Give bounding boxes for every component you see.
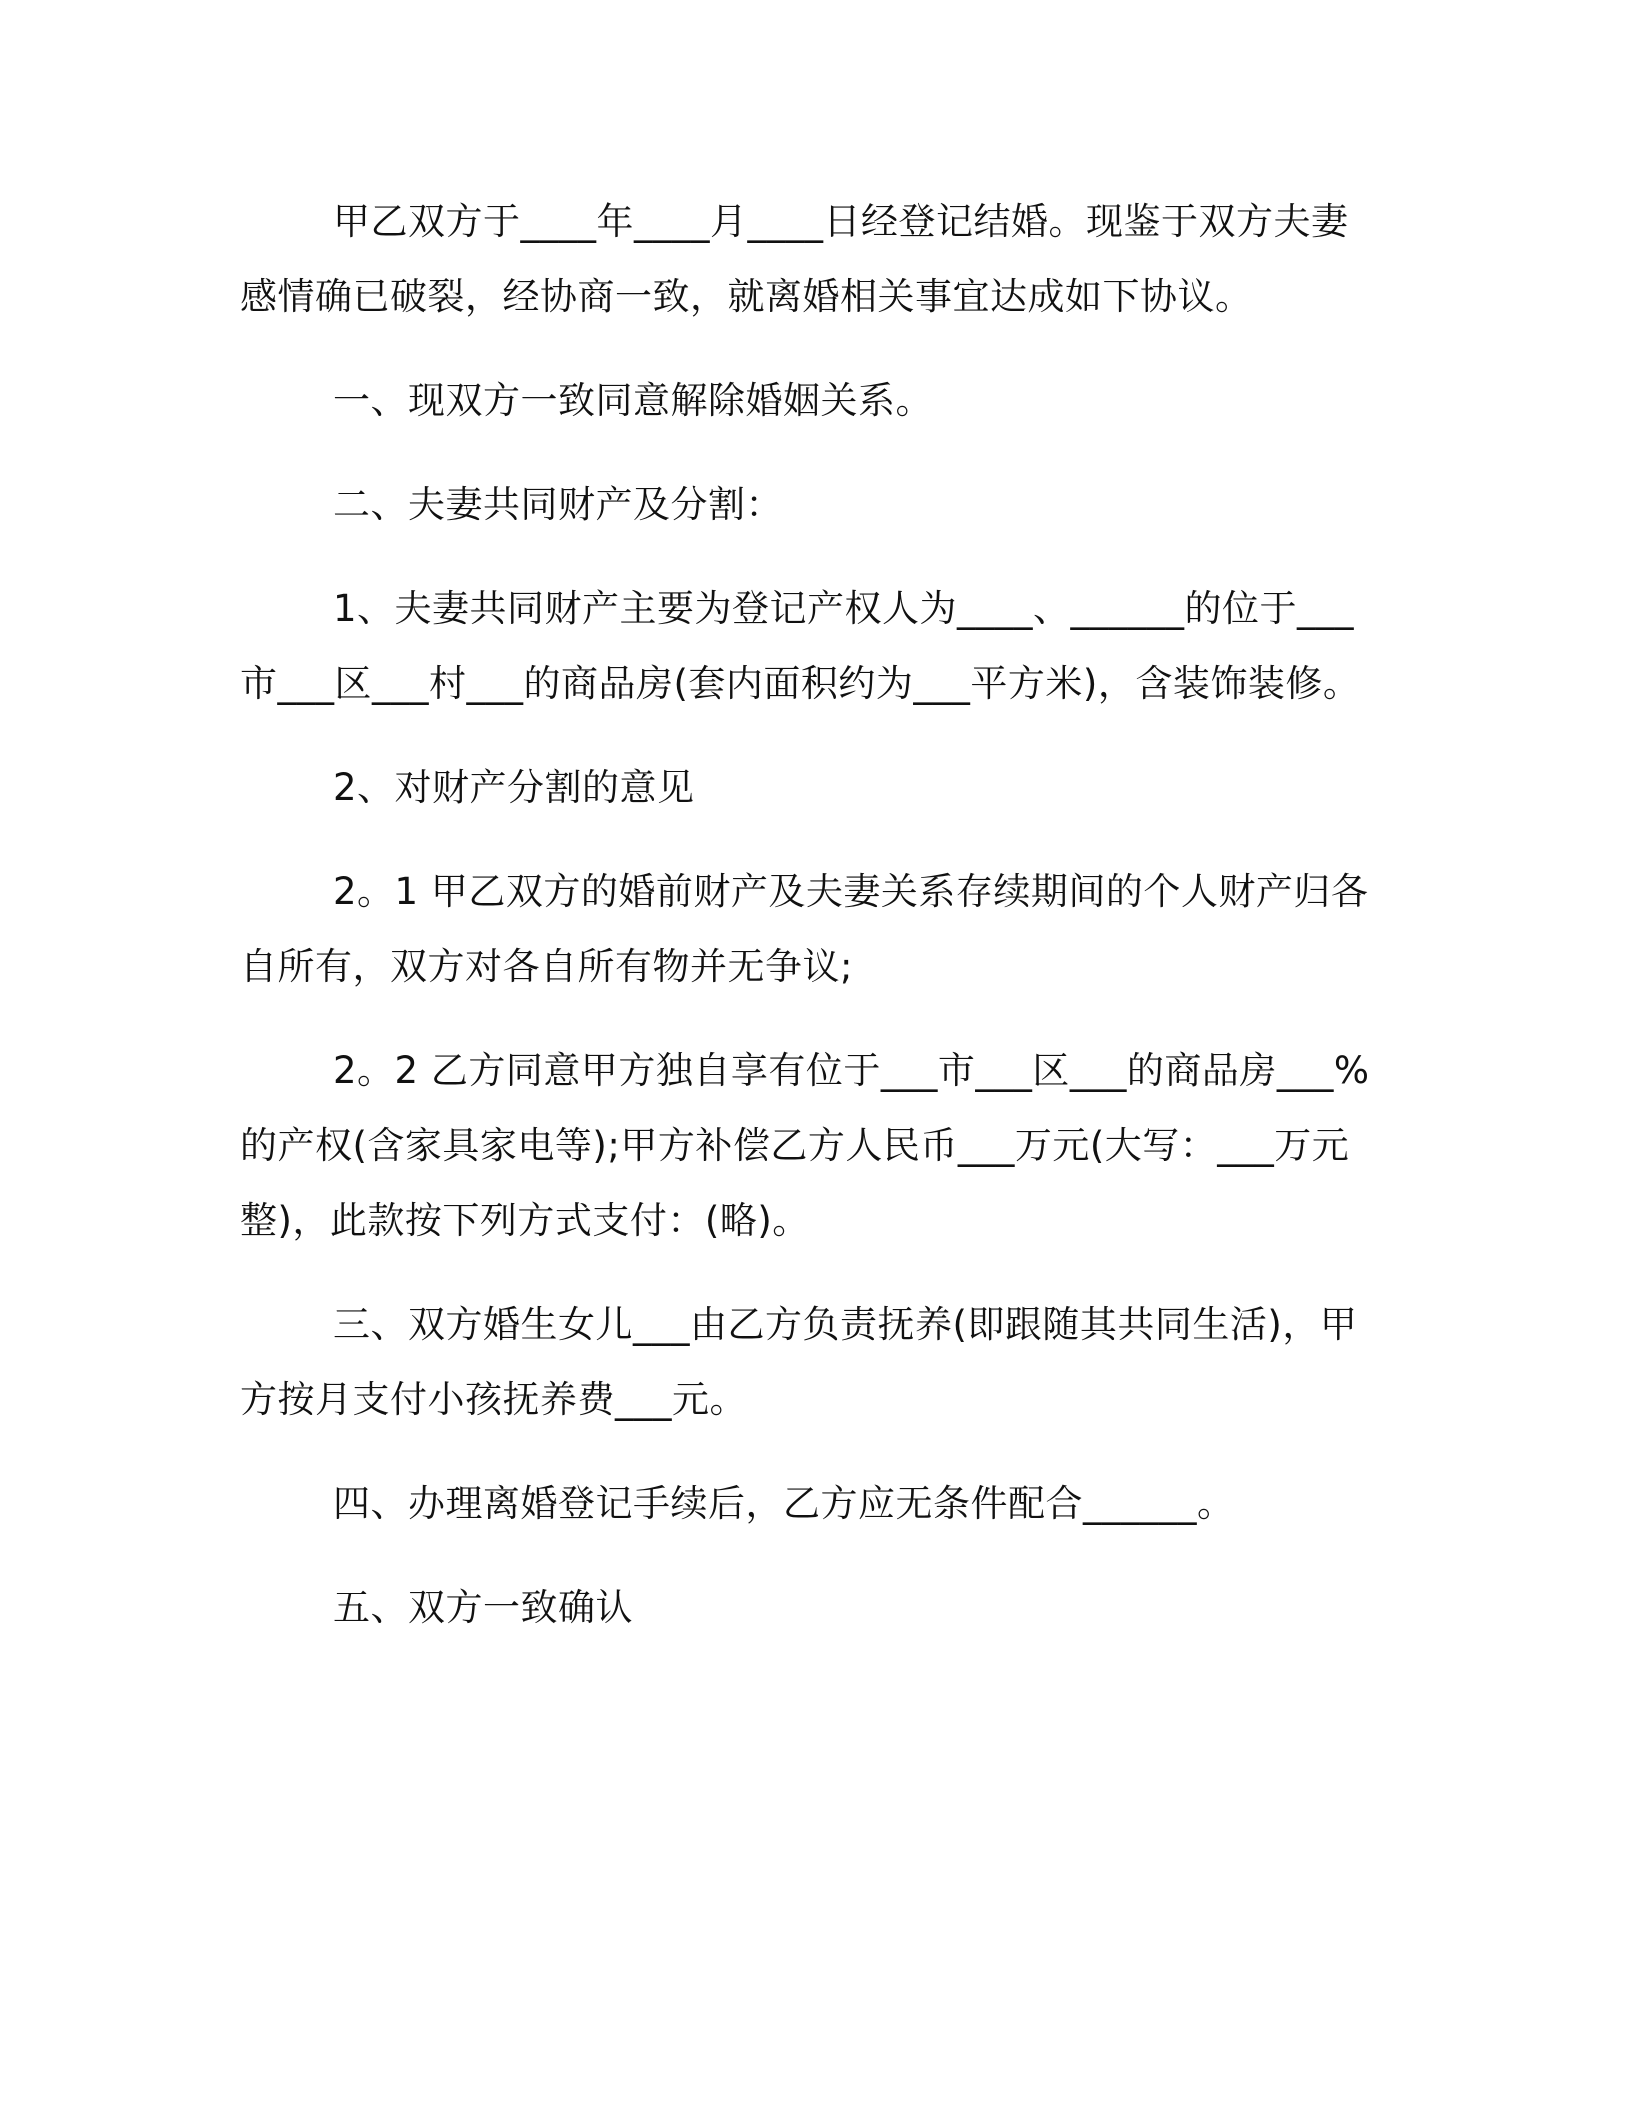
paragraph-line: 2。2 乙方同意甲方独自享有位于___市___区___的商品房___%	[333, 1049, 1370, 1092]
paragraph-premarital-property	[240, 854, 1390, 1004]
paragraph-line: 2、对财产分割的意见	[333, 766, 695, 809]
paragraph-line: 整)，此款按下列方式支付：(略)。	[240, 1199, 810, 1242]
paragraph-line: 感情确已破裂，经协商一致，就离婚相关事宜达成如下协议。	[240, 275, 1253, 318]
paragraph-child-custody	[240, 1287, 1390, 1437]
paragraph-division-opinion	[240, 750, 1390, 825]
paragraph-marriage-intro	[240, 184, 1390, 334]
paragraph-line: 1、夫妻共同财产主要为登记产权人为____、______的位于___	[333, 587, 1355, 630]
paragraph-house-compensation	[240, 1033, 1390, 1258]
paragraph-line: 市___区___村___的商品房(套内面积约为___平方米)，含装饰装修。	[240, 662, 1361, 705]
paragraph-line: 一、现双方一致同意解除婚姻关系。	[333, 379, 933, 422]
paragraph-line: 三、双方婚生女儿___由乙方负责抚养(即跟随其共同生活)，甲	[333, 1303, 1358, 1346]
paragraph-clause-1	[240, 363, 1390, 438]
paragraph-line: 四、办理离婚登记手续后，乙方应无条件配合______。	[333, 1482, 1235, 1525]
paragraph-line: 二、夫妻共同财产及分割：	[333, 483, 783, 526]
paragraph-line: 五、双方一致确认	[333, 1586, 633, 1629]
paragraph-mutual-confirmation	[240, 1570, 1390, 1645]
paragraph-line: 的产权(含家具家电等);甲方补偿乙方人民币___万元(大写：___万元	[240, 1124, 1350, 1167]
paragraph-registration-cooperation	[240, 1466, 1390, 1541]
paragraph-line: 2。1 甲乙双方的婚前财产及夫妻关系存续期间的个人财产归各	[333, 870, 1369, 913]
paragraph-line: 甲乙双方于____年____月____日经登记结婚。现鉴于双方夫妻	[333, 200, 1349, 243]
paragraph-property-description	[240, 571, 1390, 721]
document-body	[240, 184, 1390, 1674]
paragraph-line: 自所有，双方对各自所有物并无争议;	[240, 945, 853, 988]
paragraph-clause-2-heading	[240, 467, 1390, 542]
paragraph-line: 方按月支付小孩抚养费___元。	[240, 1378, 747, 1421]
